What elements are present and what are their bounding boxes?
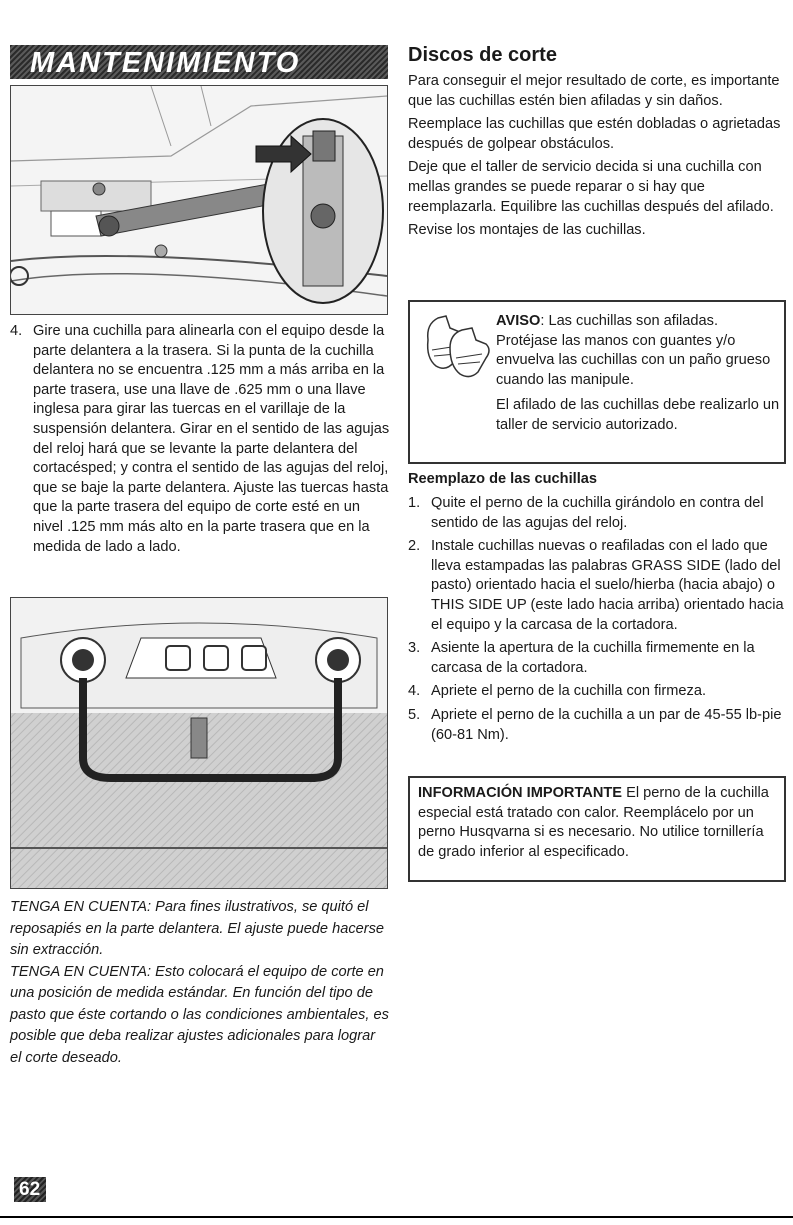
important-info-label: INFORMACIÓN IMPORTANTE — [418, 785, 623, 801]
warning-service: El afilado de las cuchillas debe realizarlo un taller de servicio autorizado. — [496, 397, 780, 433]
step-number: 4. — [408, 683, 421, 700]
gloves-icon — [420, 310, 492, 380]
deck-illustration — [11, 598, 387, 888]
linkage-photo — [10, 85, 388, 315]
important-info-box — [408, 776, 786, 882]
paragraph-replace: Reemplace las cuchillas que estén dobladas o agrietadas después de golpear obstáculos. — [408, 116, 781, 152]
section-title-banner — [10, 45, 388, 79]
blade-steps — [408, 494, 786, 745]
step-text: Asiente la apertura de la cuchilla firmemente en la carcasa de la cortadora. — [431, 640, 755, 676]
step-text: Apriete el perno de la cuchilla con firmeza. — [431, 683, 706, 700]
step-number: 4. — [10, 323, 23, 339]
notes — [10, 897, 390, 1069]
important-info-body: El perno de la cuchilla especial está tratado con calor. Reemplácelo por un perno Husqvarna si es necesario. No utilice tornillería de grado inferior al especificado. — [418, 785, 769, 860]
note-illustrative: TENGA EN CUENTA: Para fines ilustrativos, se quitó el reposapiés en la parte delantera. El ajuste puede hacerse sin extracción. — [10, 899, 385, 958]
step-text: Gire una cuchilla para alinearla con el equipo desde la parte delantera a la trasera. Si la punta de la cuchilla delantera no se encuentra .125 mm a más arriba en la parte trasera, use una llave de .625 mm o una llave inglesa para girar las tuercas en el varillaje de la suspensión delantera. Girar en el sentido de las agujas del reloj hará que se levante la parte delantera del cortacésped; y contra el sentido de las agujas del reloj, que se baje la parte delantera. Ajuste las tuercas hasta que la parte trasera del equipo de corte esté en un nivel .125 mm más alto en la parte trasera que en la medida de lado a lado. — [33, 323, 390, 555]
page-number-badge — [14, 1177, 46, 1202]
cutting-discs-heading: Discos de corte — [408, 44, 557, 66]
deck-photo — [10, 597, 388, 889]
warning-text — [496, 312, 781, 436]
step-text: Quite el perno de la cuchilla girándolo en contra del sentido de las agujas del reloj. — [431, 495, 764, 531]
step-number: 5. — [408, 706, 421, 723]
step-text: Instale cuchillas nuevas o reafiladas con el lado que lleva estampadas las palabras GRASS SIDE (lado del pasto) orientado hacia el suelo/hierba (hacia abajo) o THIS SIDE UP (este lado hacia arriba) orientado hacia el equipo y la carcasa de la cortadora. — [431, 538, 784, 633]
warning-label: AVISO — [496, 313, 541, 329]
intro-paragraphs — [408, 72, 786, 241]
blade-step — [408, 639, 786, 678]
warning-body: : Las cuchillas son afiladas. Protéjase las manos con guantes y/o envuelva las cuchillas con un paño grueso cuando las manipule. — [496, 313, 771, 388]
linkage-illustration — [11, 86, 387, 314]
step-4 — [10, 322, 390, 557]
section-title: MANTENIMIENTO — [30, 47, 301, 79]
blade-step — [408, 706, 786, 745]
blade-step — [408, 494, 786, 533]
step-number: 1. — [408, 495, 421, 511]
step-number: 3. — [408, 640, 421, 657]
page-number: 62 — [19, 1179, 41, 1200]
warning-box — [408, 300, 786, 464]
blade-step — [408, 682, 786, 702]
blade-replacement-heading: Reemplazo de las cuchillas — [408, 471, 597, 487]
important-info-text — [418, 784, 778, 862]
step-number: 2. — [408, 538, 421, 555]
bottom-rule — [0, 1216, 793, 1218]
note-standard-position: TENGA EN CUENTA: Esto colocará el equipo de corte en una posición de medida estándar. En función del tipo de pasto que éste cortando o las condiciones ambientales, es posible que deba realizar ajustes adicionales para lograr el corte deseado. — [10, 963, 389, 1066]
step-text: Apriete el perno de la cuchilla a un par de 45-55 lb-pie (60-81 Nm). — [431, 706, 782, 743]
paragraph-sharpness: Para conseguir el mejor resultado de corte, es importante que las cuchillas estén bien afiladas y sin daños. — [408, 73, 780, 109]
paragraph-mounts: Revise los montajes de las cuchillas. — [408, 222, 646, 239]
blade-step — [408, 537, 786, 635]
paragraph-service: Deje que el taller de servicio decida si una cuchilla con mellas grandes se puede reparar o si hay que reemplazarla. Equilibre las cuchillas después del afilado. — [408, 159, 774, 215]
